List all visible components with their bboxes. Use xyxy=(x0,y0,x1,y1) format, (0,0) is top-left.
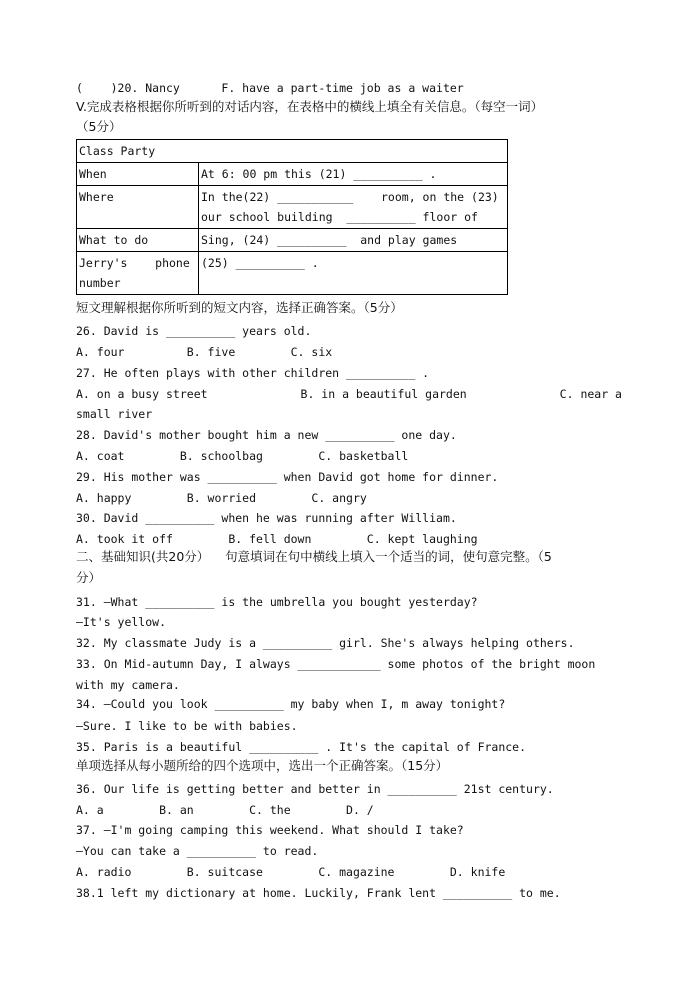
question-38: 38.1 left my dictionary at home. Luckily, Frank lent __________ to me. xyxy=(76,886,561,900)
question-20: ( )20. Nancy F. have a part-time job as a waiter xyxy=(76,81,464,95)
section-5-title: V.完成表格根据你所听到的对话内容，在表格中的横线上填全有关信息。（每空一词） xyxy=(76,99,544,114)
option-b: B. in a beautiful garden xyxy=(300,387,467,401)
question-31-answer: —It's yellow. xyxy=(76,615,167,629)
where-label: Where xyxy=(77,186,199,229)
question-29: 29. His mother was __________ when David got home for dinner. xyxy=(76,470,499,484)
question-37: 37. —I'm going camping this weekend. What should I take? xyxy=(76,823,464,837)
question-30-options: A. took it off B. fell down C. kept laughing xyxy=(76,532,478,546)
part-2-title: 二、基础知识(共20分） 句意填词在句中横线上填入一个适当的词，使句意完整。（5 xyxy=(76,549,552,564)
question-28: 28. David's mother bought him a new __________ one day. xyxy=(76,428,457,442)
phone-label xyxy=(77,252,199,295)
question-26-options: A. four B. five C. six xyxy=(76,345,333,359)
where-value xyxy=(199,186,508,229)
phone-value: (25) __________ . xyxy=(199,252,508,295)
where-value-line-2: our school building __________ floor of xyxy=(201,210,478,224)
part-2-title-cont: 分） xyxy=(76,570,102,585)
where-value-line-1: In the(22) ___________ room, on the (23) xyxy=(201,190,499,204)
question-32: 32. My classmate Judy is a __________ girl. She's always helping others. xyxy=(76,636,575,650)
question-30: 30. David __________ when he was running after William. xyxy=(76,511,457,525)
option-a: A. on a busy street xyxy=(76,387,208,401)
question-33-cont: with my camera. xyxy=(76,678,180,692)
table-row xyxy=(77,229,508,252)
question-28-options: A. coat B. schoolbag C. basketball xyxy=(76,449,409,463)
phone-label-line-2: number xyxy=(79,276,121,290)
what-label: What to do xyxy=(77,229,199,252)
question-33: 33. On Mid-autumn Day, I always ____________ some photos of the bright moon xyxy=(76,657,596,671)
question-37-options: A. radio B. suitcase C. magazine D. knife xyxy=(76,865,506,879)
what-value: Sing, (24) __________ and play games xyxy=(199,229,508,252)
question-35: 35. Paris is a beautiful __________ . It's the capital of France. xyxy=(76,740,527,754)
table-header: Class Party xyxy=(77,140,508,163)
question-27-options xyxy=(76,386,622,402)
question-37-answer: —You can take a __________ to read. xyxy=(76,844,319,858)
question-34-answer: —Sure. I like to be with babies. xyxy=(76,719,298,733)
class-party-table xyxy=(76,139,508,295)
option-c: C. near a xyxy=(559,387,622,401)
when-value: At 6: 00 pm this (21) __________ . xyxy=(199,163,508,186)
table-row xyxy=(77,163,508,186)
reading-section-title: 短文理解根据你所听到的短文内容，选择正确答案。（5分） xyxy=(76,300,403,315)
question-36: 36. Our life is getting better and better in __________ 21st century. xyxy=(76,782,554,796)
question-34: 34. —Could you look __________ my baby when I, m away tonight? xyxy=(76,697,506,711)
question-26: 26. David is __________ years old. xyxy=(76,324,312,338)
phone-label-line-1: Jerry's phone xyxy=(79,256,190,270)
table-row xyxy=(77,252,508,295)
table-row xyxy=(77,186,508,229)
table-row xyxy=(77,140,508,163)
section-5-score: （5分） xyxy=(76,119,122,134)
question-27: 27. He often plays with other children __________ . xyxy=(76,366,430,380)
question-29-options: A. happy B. worried C. angry xyxy=(76,491,367,505)
question-27-option-c-cont: small river xyxy=(76,407,153,421)
single-choice-title: 单项选择从每小题所给的四个选项中，选出一个正确答案。（15分） xyxy=(76,758,449,773)
question-31: 31. —What __________ is the umbrella you bought yesterday? xyxy=(76,595,478,609)
when-label: When xyxy=(77,163,199,186)
question-36-options: A. a B. an C. the D. / xyxy=(76,803,374,817)
